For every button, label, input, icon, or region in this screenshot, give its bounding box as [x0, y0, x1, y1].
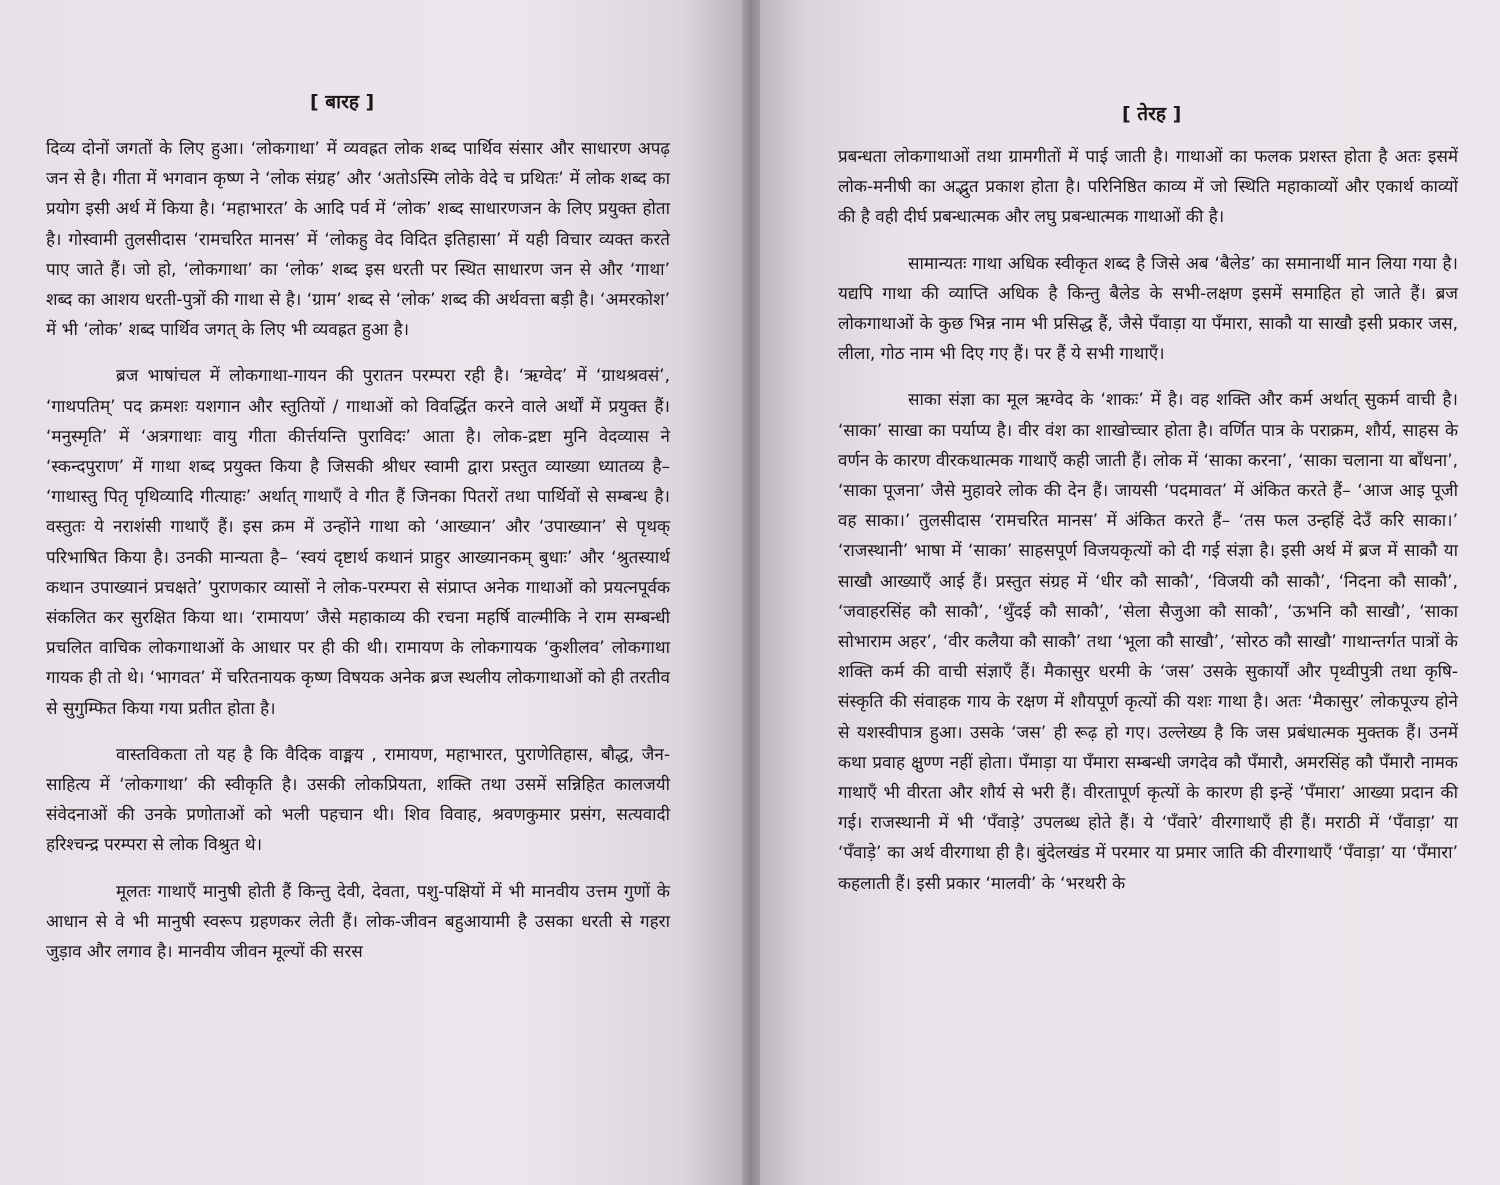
- right-paragraph-3: साका संज्ञा का मूल ऋग्वेद के ‘शाकः’ में है। वह शक्ति और कर्म अर्थात् सुकर्म वाची है। ‘साका’ साखा का पर्याप्य है। वीर वंश का शाखोच्चार होता है। वर्णित पात्र के पराक्रम, शौर्य, साहस के वर्णन के कारण वीरकथात्मक गाथाएँ कही जाती हैं। लोक में ‘साका करना’, ‘साका चलाना या बाँधना’, ‘साका पूजना’ जैसे मुहावरे लोक की देन हैं। जायसी ‘पदमावत’ में अंकित करते हैं– ‘आज आइ पूजी वह साका।’ तुलसीदास ‘रामचरित मानस’ में अंकित करते हैं– ‘तस फल उन्हहिं देउँ करि साका।’ ‘राजस्थानी’ भाषा में ‘साका’ साहसपूर्ण विजयकृत्यों को दी गई संज्ञा है। इसी अर्थ में ब्रज में साकौ या साखौ आख्याएँ आई हैं। प्रस्तुत संग्रह में ‘धीर कौ साकौ’, ‘विजयी कौ साकौ’, ‘निदना कौ साकौ’, ‘जवाहरसिंह कौ साकौ’, ‘थुँदई कौ साकौ’, ‘सेला सैजुआ कौ साकौ’, ‘ऊभनि कौ साखौ’, ‘साका सोभाराम अहर’, ‘वीर कलैया कौ साकौ’ तथा ‘भूला कौ साखौ’, ‘सोरठ कौ साखौ’ गाथान्तर्गत पात्रों के शक्ति कर्म की वाची संज्ञाएँ हैं। मैकासुर धरमी के ‘जस’ उसके सुकार्यों और पृथ्वीपुत्री तथा कृषि-संस्कृति की संवाहक गाय के रक्षण में शौयपूर्ण कृत्यों की यशः गाथा है। अतः ‘मैकासुर’ लोकपूज्य होने से यशस्वीपात्र हुआ। उसके ‘जस’ ही रूढ़ हो गए। उल्लेख्य है कि जस प्रबंधात्मक मुक्तक हैं। उनमें कथा प्रवाह क्षुण्ण नहीं होता। पँमाड़ा या पँमारा सम्बन्धी जगदेव कौ पँमारौ, अमरसिंह कौ पँमारौ नामक गाथाएँ भी वीरता और शौर्य से भरी हैं। वीरतापूर्ण कृत्यों के कारण ही इन्हें ‘पँमारा’ आख्या प्रदान की गई। राजस्थानी में भी ‘पँवाड़े’ उपलब्ध होते हैं। ये ‘पँवारे’ वीरगाथाएँ ही हैं। मराठी में ‘पँवाड़ा’ या ‘पँवाड़े’ का अर्थ वीरगाथा ही है। बुंदेलखंड में परमार या प्रमार जाति की वीरगाथाएँ ‘पँवाड़ा’ या ‘पँमारा’ कहलाती हैं। इसी प्रकार ‘मालवी’ के ‘भरथरी के: [838, 390, 1458, 894]
- right-paragraph-1: प्रबन्धता लोकगाथाओं तथा ग्रामगीतों में पाई जाती है। गाथाओं का फलक प्रशस्त होता है अतः इसमें लोक-मनीषी का अद्भुत प्रकाश होता है। परिनिष्ठित काव्य में जो स्थिति महाकाव्यों और एकार्थ काव्यों की है वही दीर्घ प्रबन्धात्मक और लघु प्रबन्धात्मक गाथाओं की है।: [838, 147, 1458, 228]
- left-paragraph-1: दिव्य दोनों जगतों के लिए हुआ। ‘लोकगाथा’ में व्यवह्रत लोक शब्द पार्थिव संसार और साधारण अपढ़ जन से है। गीता में भगवान कृष्ण ने ‘लोक संग्रह’ और ‘अतोऽस्मि लोके वेदे च प्रथितः’ में लोक शब्द का प्रयोग इसी अर्थ में किया है। ‘महाभारत’ के आदि पर्व में ‘लोक’ शब्द साधारणजन के लिए प्रयुक्त होता है। गोस्वामी तुलसीदास ‘रामचरित मानस’ में ‘लोकहु वेद विदित इतिहासा’ में यही विचार व्यक्त करते पाए जाते हैं। जो हो, ‘लोकगाथा’ का ‘लोक’ शब्द इस धरती पर स्थित साधारण जन से और ‘गाथा’ शब्द का आशय धरती-पुत्रों की गाथा से है। ‘ग्राम’ शब्द से ‘लोक’ शब्द की अर्थवत्ता बड़ी है। ‘अमरकोश’ में भी ‘लोक’ शब्द पार्थिव जगत् के लिए भी व्यवह्रत हुआ है।: [46, 139, 670, 341]
- left-page-number-header: [ बारह ]: [310, 91, 375, 113]
- left-paragraph-4: मूलतः गाथाएँ मानुषी होती हैं किन्तु देवी, देवता, पशु-पक्षियों में भी मानवीय उत्तम गुणों के आधान से वे भी मानुषी स्वरूप ग्रहणकर लेती हैं। लोक-जीवन बहुआयामी है उसका धरती से गहरा जुड़ाव और लगाव है। मानवीय जीवन मूल्यों की सरस: [46, 881, 670, 963]
- right-paragraph-2: सामान्यतः गाथा अधिक स्वीकृत शब्द है जिसे अब ‘बैलेड’ का समानार्थी मान लिया गया है। यद्यपि गाथा की व्याप्ति अधिक है किन्तु बैलेड के सभी-लक्षण इसमें समाहित हो जाते हैं। ब्रज लोकगाथाओं के कुछ भिन्न नाम भी प्रसिद्ध हैं, जैसे पँवाड़ा या पँमारा, साकौ या साखौ इसी प्रकार जस, लीला, गोठ नाम भी दिए गए हैं। पर हैं ये सभी गाथाएँ।: [838, 253, 1458, 365]
- left-paragraph-3: वास्तविकता तो यह है कि वैदिक वाङ्मय , रामायण, महाभारत, पुराणेतिहास, बौद्ध, जैन-साहित्य में ‘लोकगाथा’ की स्वीकृति है। उसकी लोकप्रियता, शक्ति तथा उसमें सन्निहित कालजयी संवेदनाओं की उनके प्रणोताओं को भली पहचान थी। शिव विवाह, श्रवणकुमार प्रसंग, सत्यवादी हरिश्चन्द्र परम्परा से लोक विश्रुत थे।: [46, 744, 670, 856]
- right-page-body: [838, 142, 1458, 915]
- left-paragraph-2: ब्रज भाषांचल में लोकगाथा-गायन की पुरातन परम्परा रही है। ‘ऋग्वेद’ में ‘ग्राथश्रवसं’, ‘गाथपतिम्’ पद क्रमशः यशगान और स्तुतियों / गाथाओं को विवर्द्धित करने वाले अर्थों में प्रयुक्त हैं। ‘मनुस्मृति’ में ‘अत्रगाथाः वायु गीता कीर्त्तयन्ति पुराविदः’ आता है। लोक-द्रष्टा मुनि वेदव्यास ने ‘स्कन्दपुराण’ में गाथा शब्द प्रयुक्त किया है जिसकी श्रीधर स्वामी द्वारा प्रस्तुत व्याख्या ध्यातव्य है– ‘गाथास्तु पितृ पृथिव्यादि गीत्याहः’ अर्थात् गाथाएँ वे गीत हैं जिनका पितरों तथा पार्थिवों से सम्बन्ध है। वस्तुतः ये नराशंसी गाथाएँ हैं। इस क्रम में उन्होंने गाथा को ‘आख्यान’ और ‘उपाख्यान’ से पृथक् परिभाषित किया है। उनकी मान्यता है– ‘स्वयं दृष्टार्थ कथानं प्राहुर आख्यानकम् बुधाः’ और ‘श्रुतस्यार्थ कथान उपाख्यानं प्रचक्षते’ पुराणकार व्यासों ने लोक-परम्परा से संप्राप्त अनेक गाथाओं को प्रयत्नपूर्वक संकलित कर सुरक्षित किया था। ‘रामायण’ जैसे महाकाव्य की रचना महर्षि वाल्मीकि ने राम सम्बन्धी प्रचलित वाचिक लोकगाथाओं के आधार पर ही की थी। रामायण के लोकगायक ‘कुशीलव’ लोकगाथा गायक ही तो थे। ‘भागवत’ में चरितनायक कृष्ण विषयक अनेक ब्रज स्थलीय लोकगाथाओं को ही तरतीव से सुगुम्फित किया गया प्रतीत होता है।: [46, 366, 670, 719]
- left-page-body: [46, 134, 670, 983]
- book-gutter: [742, 0, 760, 1185]
- right-page-number-header: [ तेरह ]: [1122, 103, 1182, 125]
